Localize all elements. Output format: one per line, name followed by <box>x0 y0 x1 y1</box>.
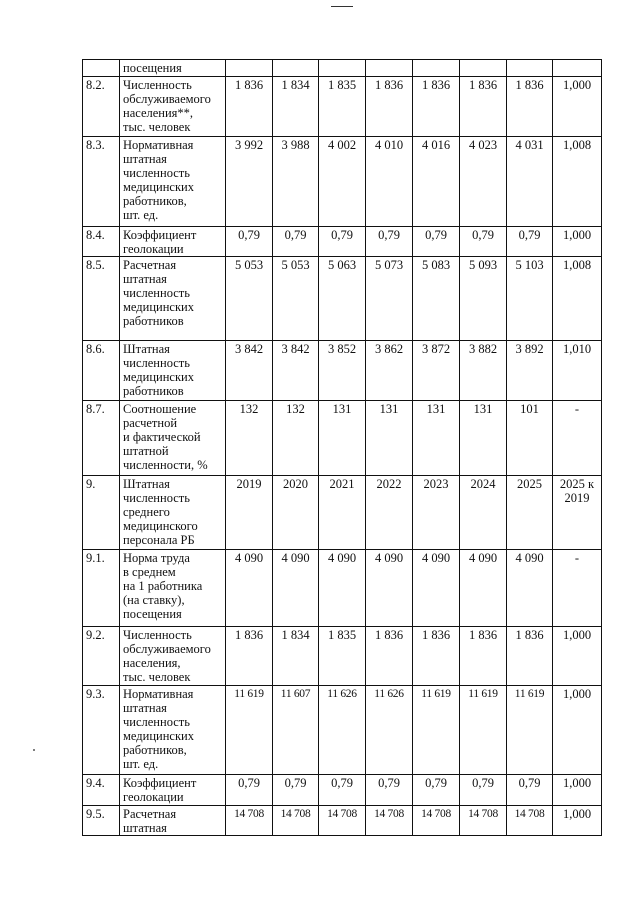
table-row <box>83 476 602 550</box>
value-cell: 14 708 <box>319 806 366 836</box>
value-cell: 1,000 <box>553 806 602 836</box>
table-row <box>83 550 602 627</box>
value-cell: 5 053 <box>273 257 319 341</box>
row-number: 9.1. <box>83 550 120 627</box>
value-cell: - <box>553 550 602 627</box>
value-cell: 0,79 <box>413 227 460 257</box>
table-row <box>83 257 602 341</box>
table-row <box>83 806 602 836</box>
table-row <box>83 227 602 257</box>
row-number: 8.2. <box>83 77 120 137</box>
value-cell: 5 073 <box>366 257 413 341</box>
value-cell: 0,79 <box>460 775 507 806</box>
value-cell: 0,79 <box>319 775 366 806</box>
row-number: 9.3. <box>83 686 120 775</box>
value-cell: 11 626 <box>366 686 413 775</box>
value-cell: 1 836 <box>413 627 460 686</box>
value-cell: 2025 к 2019 <box>553 476 602 550</box>
value-cell: 131 <box>366 401 413 476</box>
row-label: Коэффициент геолокации <box>120 227 226 257</box>
value-cell: 14 708 <box>366 806 413 836</box>
value-cell: 1,010 <box>553 341 602 401</box>
value-cell: 2019 <box>226 476 273 550</box>
value-cell: 1 834 <box>273 627 319 686</box>
value-cell: 1 836 <box>226 77 273 137</box>
row-label: Коэффициент геолокации <box>120 775 226 806</box>
value-cell: 1 835 <box>319 627 366 686</box>
row-label: посещения <box>120 60 226 77</box>
row-label: Штатная численность среднего медицинского персонала РБ <box>120 476 226 550</box>
value-cell: 2020 <box>273 476 319 550</box>
value-cell: 3 988 <box>273 137 319 227</box>
value-cell: 1 836 <box>507 77 553 137</box>
value-cell: 0,79 <box>319 227 366 257</box>
value-cell: 14 708 <box>226 806 273 836</box>
row-label: Численность обслуживаемого населения, тыс. человек <box>120 627 226 686</box>
table-row <box>83 686 602 775</box>
value-cell: 5 053 <box>226 257 273 341</box>
value-cell: 3 872 <box>413 341 460 401</box>
value-cell: 0,79 <box>413 775 460 806</box>
row-label: Нормативная штатная численность медицинских работников, шт. ед. <box>120 686 226 775</box>
table-row <box>83 137 602 227</box>
value-cell: 5 063 <box>319 257 366 341</box>
value-cell: 3 862 <box>366 341 413 401</box>
value-cell: 4 090 <box>460 550 507 627</box>
value-cell: 4 090 <box>319 550 366 627</box>
row-label: Нормативная штатная численность медицинских работников, шт. ед. <box>120 137 226 227</box>
value-cell: 0,79 <box>273 775 319 806</box>
row-number: 8.5. <box>83 257 120 341</box>
scan-speck <box>33 749 35 751</box>
value-cell: 0,79 <box>507 775 553 806</box>
value-cell: 3 992 <box>226 137 273 227</box>
row-number: 8.4. <box>83 227 120 257</box>
value-cell: 2021 <box>319 476 366 550</box>
row-label: Соотношение расчетной и фактической штатной численности, % <box>120 401 226 476</box>
value-cell: 11 619 <box>413 686 460 775</box>
value-cell <box>273 60 319 77</box>
value-cell: 131 <box>319 401 366 476</box>
row-number: 9.4. <box>83 775 120 806</box>
value-cell: 3 842 <box>273 341 319 401</box>
value-cell: 3 892 <box>507 341 553 401</box>
row-number: 9. <box>83 476 120 550</box>
row-number <box>83 60 120 77</box>
value-cell: 4 002 <box>319 137 366 227</box>
value-cell: 0,79 <box>226 775 273 806</box>
value-cell: 131 <box>460 401 507 476</box>
value-cell: 4 010 <box>366 137 413 227</box>
value-cell: 1 835 <box>319 77 366 137</box>
value-cell: 1 836 <box>460 627 507 686</box>
value-cell: 132 <box>226 401 273 476</box>
value-cell: 3 842 <box>226 341 273 401</box>
value-cell: 0,79 <box>273 227 319 257</box>
value-cell: 1 836 <box>226 627 273 686</box>
row-label: Штатная численность медицинских работников <box>120 341 226 401</box>
value-cell: 0,79 <box>460 227 507 257</box>
value-cell: 11 619 <box>507 686 553 775</box>
value-cell: 5 093 <box>460 257 507 341</box>
value-cell: 0,79 <box>507 227 553 257</box>
value-cell: 3 882 <box>460 341 507 401</box>
value-cell: 1,000 <box>553 627 602 686</box>
value-cell: 4 031 <box>507 137 553 227</box>
value-cell: 1,008 <box>553 137 602 227</box>
value-cell <box>226 60 273 77</box>
value-cell: 1,000 <box>553 686 602 775</box>
value-cell: 11 626 <box>319 686 366 775</box>
value-cell: 1 836 <box>366 77 413 137</box>
value-cell: 0,79 <box>366 227 413 257</box>
table-row <box>83 401 602 476</box>
value-cell: 14 708 <box>507 806 553 836</box>
value-cell: 131 <box>413 401 460 476</box>
table-body <box>83 60 602 836</box>
value-cell: 1,000 <box>553 227 602 257</box>
value-cell <box>366 60 413 77</box>
table-row <box>83 627 602 686</box>
value-cell: 1,008 <box>553 257 602 341</box>
value-cell: 4 016 <box>413 137 460 227</box>
value-cell: 101 <box>507 401 553 476</box>
table-row <box>83 60 602 77</box>
value-cell: 4 090 <box>413 550 460 627</box>
value-cell: 5 103 <box>507 257 553 341</box>
row-label: Расчетная штатная <box>120 806 226 836</box>
value-cell <box>319 60 366 77</box>
page-top-mark <box>331 6 353 7</box>
value-cell: 2025 <box>507 476 553 550</box>
value-cell <box>460 60 507 77</box>
row-number: 8.3. <box>83 137 120 227</box>
value-cell: 0,79 <box>226 227 273 257</box>
value-cell: 4 090 <box>273 550 319 627</box>
value-cell: 1 836 <box>366 627 413 686</box>
value-cell: 1,000 <box>553 77 602 137</box>
row-label: Численность обслуживаемого населения**, тыс. человек <box>120 77 226 137</box>
value-cell: 1 834 <box>273 77 319 137</box>
value-cell <box>413 60 460 77</box>
table-row <box>83 77 602 137</box>
value-cell: 2024 <box>460 476 507 550</box>
value-cell: - <box>553 401 602 476</box>
staffing-table <box>82 59 602 836</box>
value-cell: 4 023 <box>460 137 507 227</box>
value-cell: 1 836 <box>460 77 507 137</box>
value-cell <box>553 60 602 77</box>
value-cell: 3 852 <box>319 341 366 401</box>
value-cell <box>507 60 553 77</box>
row-label: Расчетная штатная численность медицинских работников <box>120 257 226 341</box>
value-cell: 11 607 <box>273 686 319 775</box>
value-cell: 5 083 <box>413 257 460 341</box>
value-cell: 14 708 <box>460 806 507 836</box>
row-number: 8.6. <box>83 341 120 401</box>
value-cell: 11 619 <box>460 686 507 775</box>
value-cell: 4 090 <box>366 550 413 627</box>
value-cell: 132 <box>273 401 319 476</box>
row-number: 9.5. <box>83 806 120 836</box>
value-cell: 0,79 <box>366 775 413 806</box>
value-cell: 1,000 <box>553 775 602 806</box>
value-cell: 1 836 <box>507 627 553 686</box>
table-row <box>83 341 602 401</box>
value-cell: 4 090 <box>507 550 553 627</box>
value-cell: 2022 <box>366 476 413 550</box>
table-row <box>83 775 602 806</box>
value-cell: 14 708 <box>413 806 460 836</box>
value-cell: 14 708 <box>273 806 319 836</box>
row-number: 8.7. <box>83 401 120 476</box>
value-cell: 2023 <box>413 476 460 550</box>
value-cell: 4 090 <box>226 550 273 627</box>
row-number: 9.2. <box>83 627 120 686</box>
row-label: Норма труда в среднем на 1 работника (на ставку), посещения <box>120 550 226 627</box>
value-cell: 11 619 <box>226 686 273 775</box>
value-cell: 1 836 <box>413 77 460 137</box>
